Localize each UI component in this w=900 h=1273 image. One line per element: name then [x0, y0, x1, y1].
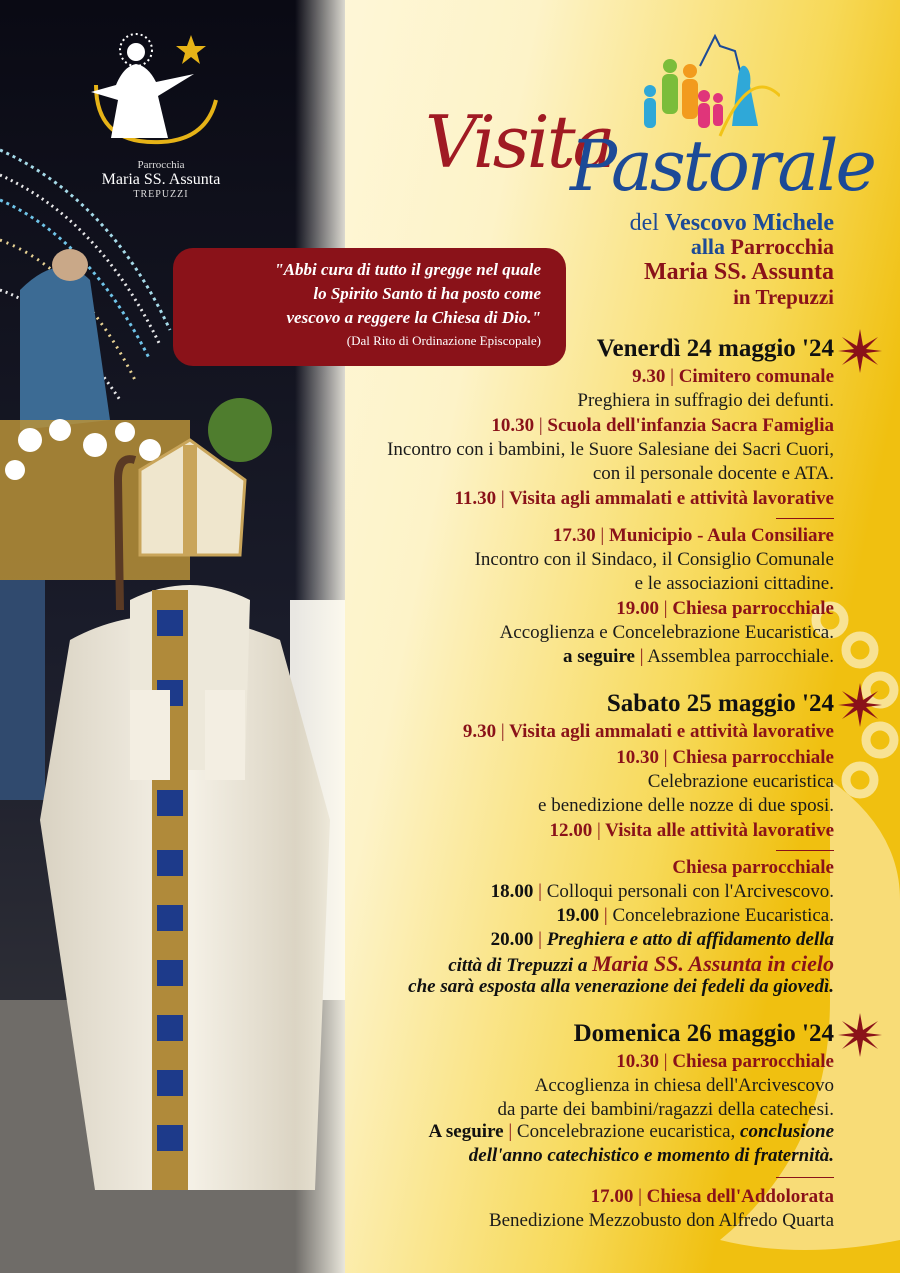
- event-sunday-1: [616, 1051, 834, 1073]
- separator: |: [663, 1051, 668, 1072]
- star-icon: [838, 1013, 882, 1057]
- event-friday-4: [553, 525, 834, 547]
- subtitle-alla: alla: [690, 234, 731, 259]
- event-desc: da parte dei bambini/ragazzi della catechesi.: [497, 1099, 834, 1120]
- event-place: Cimitero comunale: [678, 366, 834, 387]
- event-place: Chiesa parrocchiale: [672, 857, 834, 878]
- event-friday-1: [632, 366, 834, 388]
- after-text: conclusione: [740, 1121, 834, 1142]
- event-after: [563, 646, 834, 668]
- separator: |: [639, 646, 644, 667]
- event-place: Chiesa parrocchiale: [672, 747, 834, 768]
- event-place: Visita alle attività lavorative: [605, 820, 834, 841]
- event-time: 10.30: [616, 747, 660, 768]
- subtitle-maria: Maria SS. Assunta: [643, 259, 834, 285]
- day-heading-friday: Venerdì 24 maggio '24: [596, 335, 834, 362]
- event-desc: Celebrazione eucaristica: [647, 771, 834, 792]
- separator: |: [500, 488, 505, 509]
- event-text: Preghiera e atto di affidamento della: [546, 929, 834, 950]
- quote-line: lo Spirito Santo ti ha posto come: [313, 284, 541, 303]
- event-friday-3: [454, 488, 834, 510]
- event-desc: Incontro con i bambini, le Suore Salesiane dei Sacri Cuori,: [387, 439, 834, 460]
- subtitle-del: del: [629, 210, 665, 236]
- event-text: Colloqui personali con l'Arcivescovo.: [546, 881, 834, 902]
- star-icon: [838, 329, 882, 373]
- event-time: 17.00: [590, 1186, 634, 1207]
- highlight-text: Maria SS. Assunta in cielo: [592, 951, 834, 976]
- parish-logo: [86, 30, 236, 210]
- event-time: 11.30: [454, 488, 497, 509]
- saint-silhouette-icon: [86, 30, 236, 150]
- event-saturday-2: [616, 747, 834, 769]
- after-text: Assemblea parrocchiale.: [647, 646, 834, 667]
- event-text: città di Trepuzzi a: [448, 955, 593, 976]
- subtitle-vescovo: Vescovo Michele: [664, 210, 834, 236]
- separator: |: [538, 415, 543, 436]
- separator: |: [600, 525, 605, 546]
- separator: |: [538, 929, 542, 950]
- event-time: 9.30: [462, 721, 497, 742]
- event-time: 10.30: [491, 415, 535, 436]
- event-place: Visita agli ammalati e attività lavorative: [509, 488, 834, 509]
- separator: |: [596, 820, 601, 841]
- event-text: Concelebrazione Eucaristica.: [612, 905, 834, 926]
- logo-line1: Parrocchia: [137, 159, 185, 171]
- after-text: Concelebrazione eucaristica,: [516, 1121, 741, 1142]
- event-desc: e le associazioni cittadine.: [634, 573, 834, 594]
- event-place: Municipio - Aula Consiliare: [608, 525, 834, 546]
- quote-line: vescovo a reggere la Chiesa di Dio.": [286, 308, 541, 327]
- event-place: Scuola dell'infanzia Sacra Famiglia: [547, 415, 834, 436]
- event-time: 20.00: [490, 929, 534, 950]
- event-desc: Preghiera in suffragio dei defunti.: [577, 390, 834, 411]
- day-heading-sunday: Domenica 26 maggio '24: [573, 1020, 834, 1047]
- event-after: [428, 1121, 834, 1143]
- separator: |: [603, 905, 608, 926]
- event-desc: Accoglienza in chiesa dell'Arcivescovo: [534, 1075, 834, 1096]
- separator: |: [538, 881, 542, 902]
- quote-box: [173, 258, 553, 352]
- event-friday-2: [491, 415, 834, 437]
- after-label: A seguire: [428, 1121, 504, 1142]
- subtitle-bishop: [630, 209, 834, 237]
- event-text: dell'anno catechistico e momento di fraternità.: [468, 1145, 834, 1166]
- event-desc: Accoglienza e Concelebrazione Eucaristica.: [499, 622, 834, 643]
- event-time: 9.30: [632, 366, 666, 387]
- event-saturday-3: [549, 820, 834, 842]
- divider: [776, 1177, 834, 1178]
- event-saturday-5: [491, 881, 834, 903]
- event-saturday-7: [491, 929, 834, 951]
- event-sunday-2: [591, 1186, 834, 1208]
- title-visita: Visita: [425, 100, 613, 184]
- star-icon: [838, 683, 882, 727]
- subtitle-parrocchia: Parrocchia: [730, 234, 834, 259]
- event-time: 19.00: [616, 598, 660, 619]
- separator: |: [663, 747, 668, 768]
- event-place: Chiesa parrocchiale: [672, 1051, 834, 1072]
- day-heading-saturday: Sabato 25 maggio '24: [606, 690, 834, 717]
- subtitle-town: in Trepuzzi: [733, 285, 834, 309]
- event-desc: e benedizione delle nozze di due sposi.: [538, 795, 834, 816]
- event-text-line: [448, 951, 834, 977]
- quote-source: (Dal Rito di Ordinazione Episcopale): [346, 333, 541, 348]
- logo-line3: TREPUZZI: [133, 189, 189, 200]
- quote-line: "Abbi cura di tutto il gregge nel quale: [274, 260, 541, 279]
- separator: |: [508, 1121, 513, 1142]
- separator: |: [663, 598, 668, 619]
- event-time: 17.30: [552, 525, 596, 546]
- event-text: che sarà esposta alla venerazione dei fedeli da giovedì.: [408, 976, 834, 997]
- title-pastorale: Pastorale: [570, 125, 874, 207]
- event-time: 10.30: [616, 1051, 660, 1072]
- separator: |: [670, 366, 674, 387]
- event-place: Chiesa parrocchiale: [672, 598, 834, 619]
- after-label: a seguire: [563, 646, 635, 667]
- event-desc: Benedizione Mezzobusto don Alfredo Quarta: [488, 1210, 834, 1231]
- event-time: 18.00: [490, 881, 534, 902]
- event-desc: con il personale docente e ATA.: [592, 463, 834, 484]
- event-time: 12.00: [549, 820, 593, 841]
- event-place: Chiesa dell'Addolorata: [646, 1186, 834, 1207]
- divider: [776, 850, 834, 851]
- subtitle-parish: [691, 234, 834, 260]
- event-saturday-1: [463, 721, 834, 743]
- event-saturday-6: [556, 905, 834, 927]
- separator: |: [638, 1186, 642, 1207]
- event-time: 19.00: [556, 905, 600, 926]
- divider: [776, 518, 834, 519]
- event-desc: Incontro con il Sindaco, il Consiglio Comunale: [474, 549, 834, 570]
- logo-line2: Maria SS. Assunta: [101, 171, 221, 188]
- separator: |: [500, 721, 505, 742]
- event-place: Visita agli ammalati e attività lavorative: [509, 721, 834, 742]
- event-friday-5: [616, 598, 834, 620]
